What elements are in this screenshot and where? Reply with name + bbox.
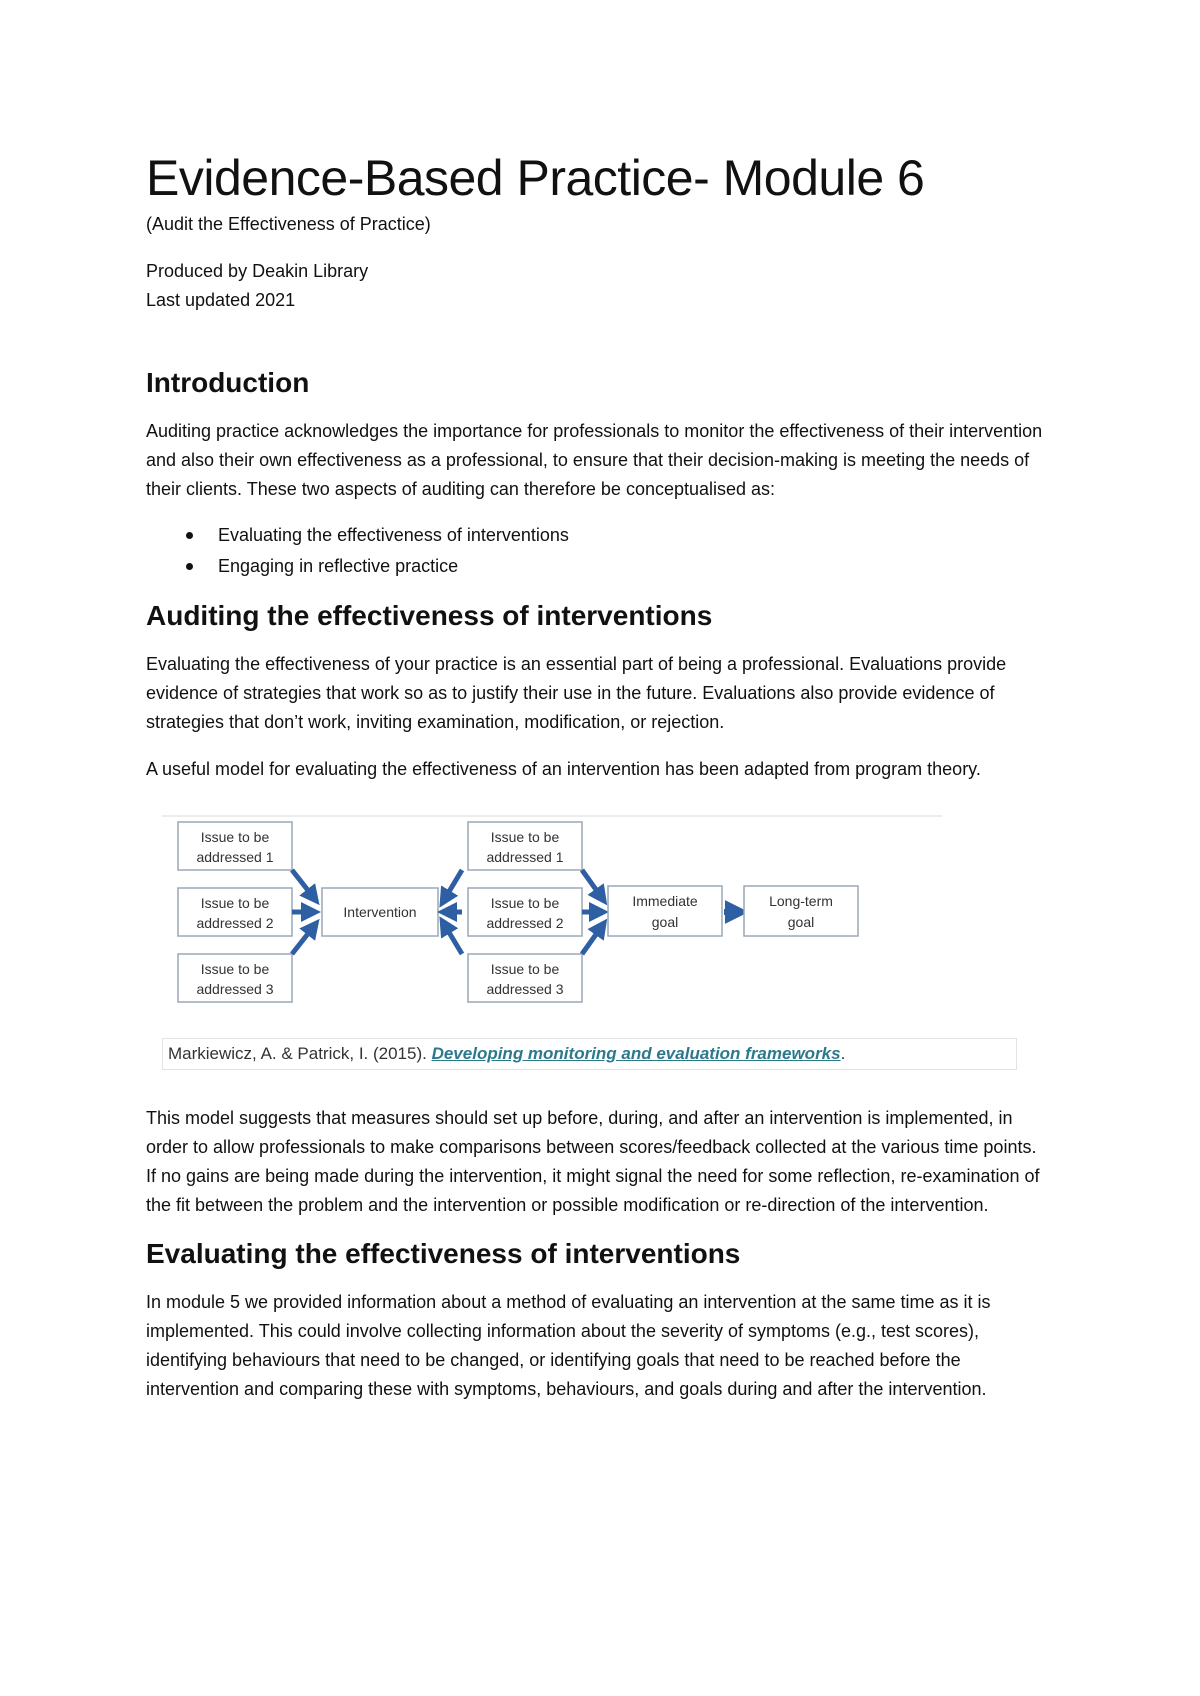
intervention-label: Intervention <box>343 903 417 920</box>
diagram-citation <box>162 1038 1017 1070</box>
list-item-text: Evaluating the effectiveness of interventions <box>218 524 569 545</box>
program-theory-diagram <box>162 814 1022 1074</box>
bullet-icon <box>186 532 193 539</box>
heading-introduction: Introduction <box>146 366 310 398</box>
arrow-to-middle-issue-3 <box>444 924 462 954</box>
model-paragraph: This model suggests that measures should set up before, during, and after an intervention is implemented, in order to allow professionals to make comparisons between scores/feedback collected at the various time points. If no gains are being made during the intervention, it might signal the need for some reflection, re-examination of the fit between the problem and the intervention or possible modification or re-direction of the intervention. <box>146 1107 1040 1215</box>
document-subtitle: (Audit the Effectiveness of Practice) <box>146 213 431 234</box>
diagram-canvas <box>162 814 1022 1036</box>
citation-text: Markiewicz, A. & Patrick, I. (2015). <box>168 1043 432 1063</box>
arrow-middle1-to-immediate <box>582 870 602 898</box>
immediate-goal-line-2: goal <box>651 913 679 930</box>
list-item <box>146 520 1046 551</box>
document-page <box>146 150 1046 1404</box>
produced-by: Produced by Deakin Library <box>146 260 369 281</box>
auditing-paragraph-2: A useful model for evaluating the effectiveness of an intervention has been adapted from program theory. <box>146 758 981 779</box>
heading-evaluating: Evaluating the effectiveness of interventions <box>146 1237 741 1269</box>
list-item-text: Engaging in reflective practice <box>218 555 459 576</box>
issue-box-1-line-2: addressed 1 <box>196 848 274 865</box>
middle-issue-box-3-line-2: addressed 3 <box>486 980 564 997</box>
last-updated: Last updated 2021 <box>146 289 296 310</box>
bullet-icon <box>186 563 193 570</box>
middle-issue-box-1-line-1: Issue to be <box>490 828 560 845</box>
middle-issue-box-2-line-1: Issue to be <box>490 894 560 911</box>
arrow-middle3-to-immediate <box>582 926 602 954</box>
middle-issue-box-3-line-1: Issue to be <box>490 960 560 977</box>
longterm-goal-line-2: goal <box>787 913 815 930</box>
issue-box-2-line-1: Issue to be <box>200 894 270 911</box>
immediate-goal-line-1: Immediate <box>632 892 698 909</box>
intro-paragraph: Auditing practice acknowledges the importance for professionals to monitor the effectiveness of their intervention and also their own effectiveness as a professional, to ensure that their decision-making is meeting the needs of their clients. These two aspects of auditing can therefore be conceptualised as: <box>146 420 1043 499</box>
document-title: Evidence-Based Practice- Module 6 <box>146 150 925 206</box>
longterm-goal-line-1: Long-term <box>769 892 833 909</box>
arrow-to-middle-issue-1 <box>444 870 462 900</box>
citation-suffix: . <box>840 1043 846 1063</box>
list-item <box>146 551 1046 582</box>
middle-issue-box-1-line-2: addressed 1 <box>486 848 564 865</box>
issue-box-2-line-2: addressed 2 <box>196 914 274 931</box>
heading-auditing: Auditing the effectiveness of interventions <box>146 599 713 631</box>
issue-box-3-line-1: Issue to be <box>200 960 270 977</box>
middle-issue-box-2-line-2: addressed 2 <box>486 914 564 931</box>
intro-bullet-list <box>146 520 1046 582</box>
arrow-issue3-to-intervention <box>292 926 314 954</box>
citation-link[interactable]: Developing monitoring and evaluation frameworks <box>431 1043 841 1063</box>
auditing-paragraph-1: Evaluating the effectiveness of your practice is an essential part of being a professional. Evaluations provide evidence of strategies that work so as to justify their use in the future. Evaluations also provide evidence of strategies that don’t work, inviting examination, modification, or rejection. <box>146 653 1007 732</box>
issue-box-1-line-1: Issue to be <box>200 828 270 845</box>
evaluating-paragraph: In module 5 we provided information about a method of evaluating an intervention at the same time as it is implemented. This could involve collecting information about the severity of symptoms (e.g., test scores), identifying behaviours that need to be changed, or identifying goals that need to be reached before the intervention and comparing these with symptoms, behaviours, and goals during and after the intervention. <box>146 1291 991 1399</box>
arrow-issue1-to-intervention <box>292 870 314 898</box>
document-meta <box>146 257 1046 315</box>
issue-box-3-line-2: addressed 3 <box>196 980 274 997</box>
